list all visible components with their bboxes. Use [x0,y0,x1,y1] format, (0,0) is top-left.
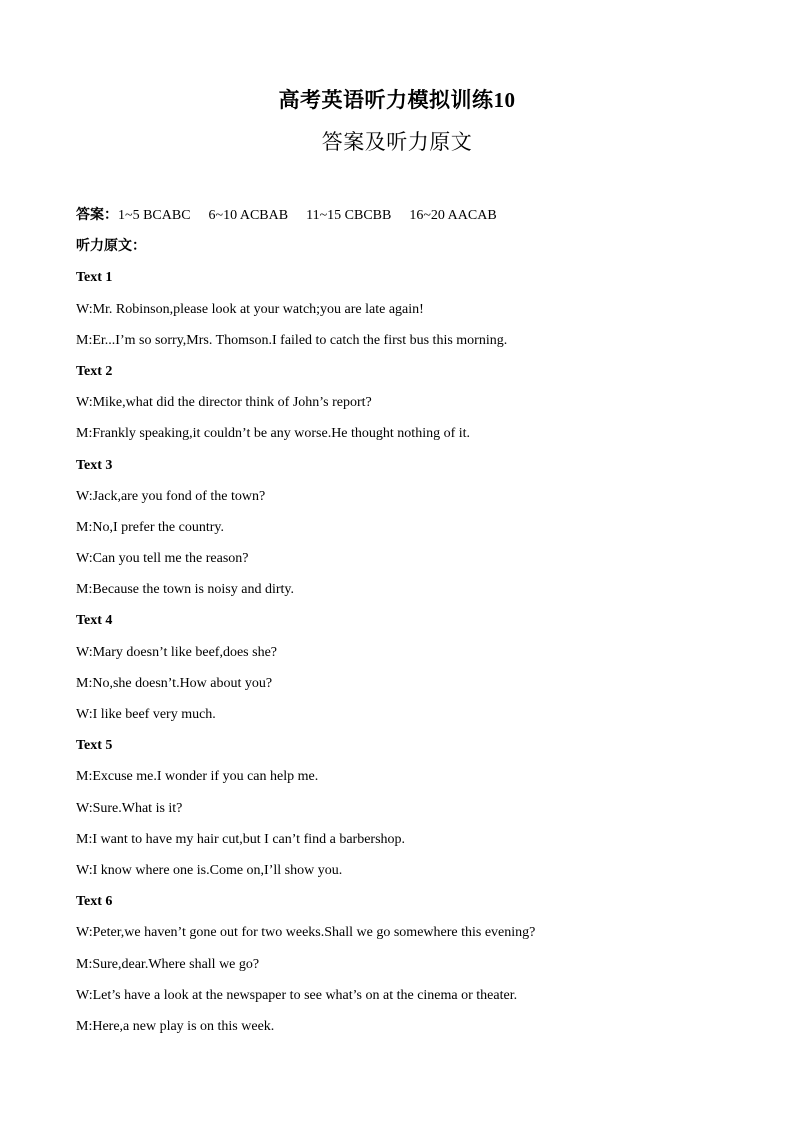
dialogue-line: M:Because the town is noisy and dirty. [76,582,295,598]
dialogue-line: W:I know where one is.Come on,I’ll show you. [76,862,343,878]
dialogue-line: W:Mike,what did the director think of John’s report? [76,395,372,411]
document-body [76,204,726,1046]
dialogue-line: W:Mary doesn’t like beef,does she? [76,644,277,660]
transcript-label: 听力原文： [76,239,146,255]
dialogue-line: W:Peter,we haven’t gone out for two weeks.Shall we go somewhere this evening? [76,925,536,941]
answer-key [76,204,726,235]
answer-key-label: 答案： [76,208,118,223]
dialogue-line: M:Excuse me.I wonder if you can help me. [76,769,319,785]
text-heading: Text 6 [76,894,113,910]
answer-group: 6~10 ACBAB [208,208,289,223]
dialogue-line: W:Can you tell me the reason? [76,551,249,567]
dialogue-line: M:Er...I’m so sorry,Mrs. Thomson.I failed to catch the first bus this morning. [76,332,508,348]
text-heading: Text 5 [76,738,113,754]
dialogue-line: W:Sure.What is it? [76,800,183,816]
dialogue-line: M:Sure,dear.Where shall we go? [76,956,260,972]
answer-group: 11~15 CBCBB [306,208,392,223]
dialogue-line: M:Frankly speaking,it couldn’t be any worse.He thought nothing of it. [76,426,471,442]
text-heading: Text 1 [76,270,113,286]
dialogue-line: M:No,I prefer the country. [76,519,224,535]
dialogue-line: M:No,she doesn’t.How about you? [76,675,273,691]
answer-group: 1~5 BCABC [118,208,191,223]
text-heading: Text 3 [76,457,113,473]
dialogue-line: M:Here,a new play is on this week. [76,1018,275,1034]
dialogue-line: W:Jack,are you fond of the town? [76,488,266,504]
dialogue-line: W:Let’s have a look at the newspaper to see what’s on at the cinema or theater. [76,987,518,1003]
dialogue-line: W:Mr. Robinson,please look at your watch;you are late again! [76,301,424,317]
page-title: 高考英语听力模拟训练10 [278,88,516,112]
answer-group: 16~20 AACAB [409,208,497,223]
text-heading: Text 2 [76,363,113,379]
page-subtitle: 答案及听力原文 [321,130,473,154]
dialogue-line: W:I like beef very much. [76,707,216,722]
dialogue-line: M:I want to have my hair cut,but I can’t find a barbershop. [76,831,406,847]
text-heading: Text 4 [76,613,113,629]
